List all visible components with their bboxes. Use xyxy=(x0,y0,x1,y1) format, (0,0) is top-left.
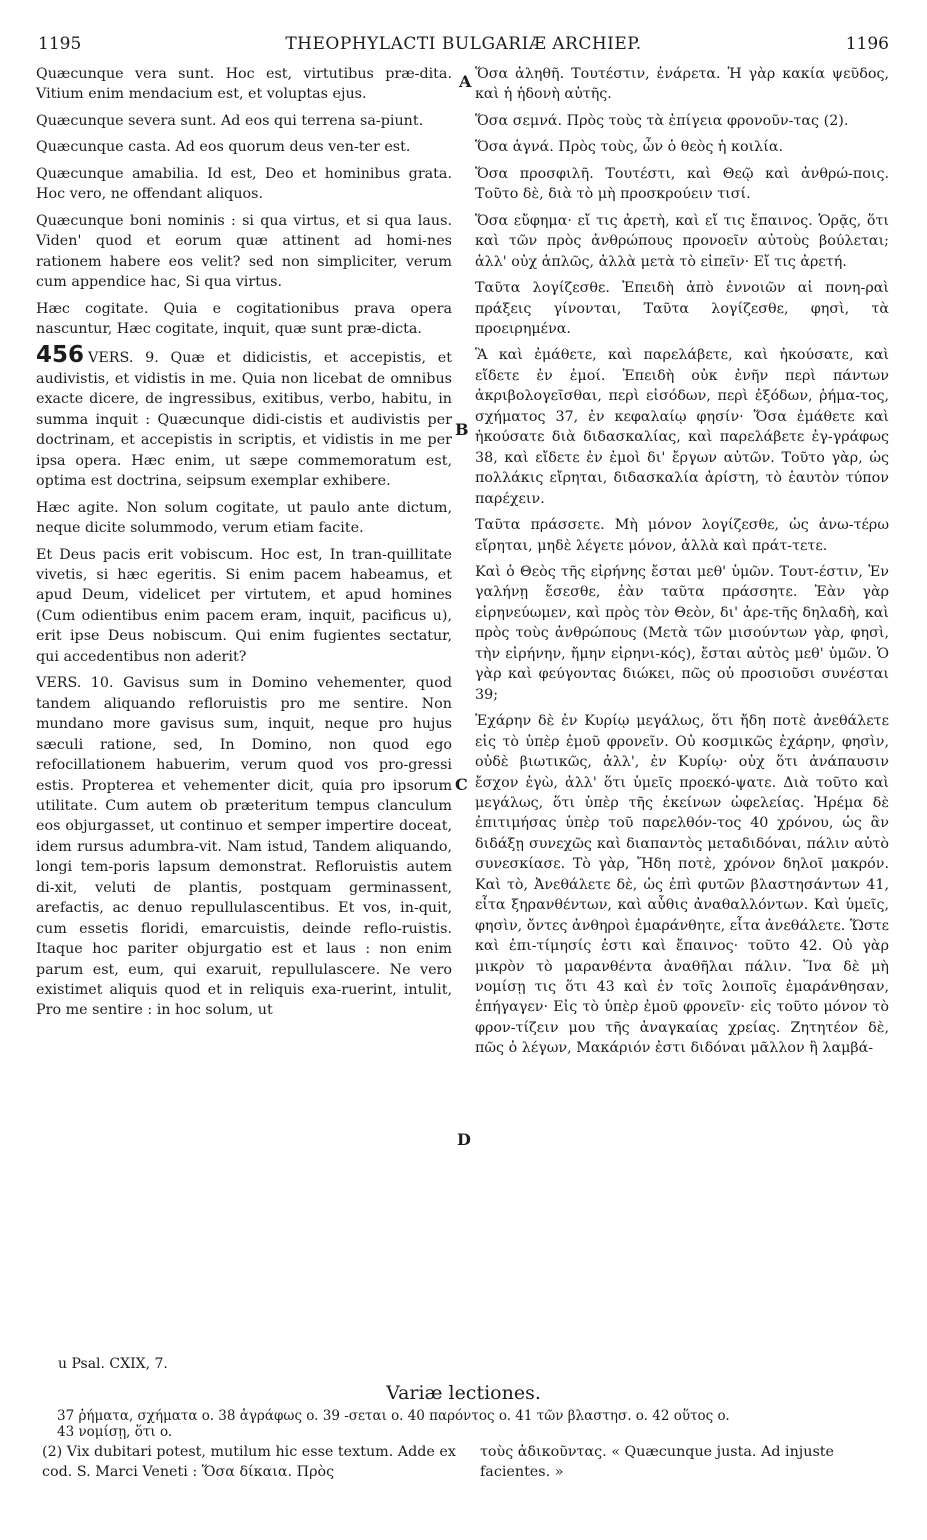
variae-lectiones-line: 43 νομίσῃ, ὅτι o. xyxy=(57,1424,173,1440)
greek-paragraph: Ὅσα προσφιλῆ. Τουτέστι, καὶ Θεῷ καὶ ἀνθρώ-ποις. Τοῦτο δὲ, διὰ τὸ μὴ προσκρούειν τισί. xyxy=(475,165,889,203)
latin-paragraph: Hæc agite. Non solum cogitate, ut paulo ante dictum, neque dicite solummodo, verum etiam facite. xyxy=(36,499,452,537)
greek-paragraph: Ταῦτα λογίζεσθε. Ἐπειδὴ ἀπὸ ἐννοιῶν αἱ πονη-ραὶ πράξεις γίνονται, Ταῦτα λογίζεσθε, φησὶ, τὰ προειρημένα. xyxy=(475,280,889,337)
page-number-left: 1195 xyxy=(38,34,82,54)
editor-note-left: (2) Vix dubitari potest, mutilum hic esse textum. Adde ex cod. S. Marci Veneti : Ὅσα δίκαια. Πρὸς xyxy=(42,1444,456,1480)
latin-paragraph: Et Deus pacis erit vobiscum. Hoc est, In tran-quillitate vivetis, si hæc egeritis. Si enim pacem habeamus, et apud Deum, videlicet per virtutem, et apud homines (Cum odientibus enim pacem eram, inquit, pacificus u), erit ipse Deus nobiscum. Qui enim fugientes sectatur, qui accedentibus non aderit? xyxy=(36,546,452,665)
variae-lectiones-title: Variæ lectiones. xyxy=(386,1382,541,1404)
greek-paragraph: Ὅσα εὔφημα· εἴ τις ἀρετὴ, καὶ εἴ τις ἔπαινος. Ὁρᾷς, ὅτι καὶ τῶν πρὸς ἀνθρώπους προνοεῖν αὐτοὺς βούλεται; ἀλλ' οὐχ ἁπλῶς, ἀλλὰ μετὰ τὸ εἰπεῖν· Εἴ τις ἀρετή. xyxy=(475,212,889,270)
latin-paragraph-vers9 xyxy=(36,342,452,491)
latin-paragraph: Quæcunque amabilia. Id est, Deo et hominibus grata. Hoc vero, ne offendant aliquos. xyxy=(36,165,452,203)
greek-paragraph: Ὅσα ἀληθῆ. Τουτέστιν, ἐνάρετα. Ἡ γὰρ κακία ψεῦδος, καὶ ἡ ἡδονὴ αὐτῆς. xyxy=(475,66,889,103)
greek-paragraph: Ἃ καὶ ἐμάθετε, καὶ παρελάβετε, καὶ ἠκούσατε, καὶ εἴδετε ἐν ἐμοί. Ἐπειδὴ οὐκ ἐνῆν περὶ πάντων ἀκριβολογεῖσθαι, περὶ εἰσόδων, περὶ ἐξόδων, ῥήμα-τος, σχήματος 37, ἐν κεφαλαίῳ φησίν· Ὅσα ἐμάθετε καὶ ἠκούσατε διὰ διδασκαλίας, καὶ παρελάβετε ἐγ-γράφως 38, καὶ εἴδετε ἐν ἐμοὶ δι' ἔργων αὐτῶν. Τοῦτο γὰρ, ὡς πολλάκις εἴρηται, διδασκαλία ἀρίστη, τὸ ἑαυτὸν τύπον παρέχειν. xyxy=(475,347,889,507)
running-title: THEOPHYLACTI BULGARIÆ ARCHIEP. xyxy=(285,34,642,54)
section-marker-a: A xyxy=(459,72,472,91)
latin-paragraph: Quæcunque boni nominis : si qua virtus, et si qua laus. Viden' quod et eorum quæ attinent ad homi-nes rationem habere eos velit? sed non simpliciter, verum cum appendice hac, Si qua virtus. xyxy=(36,212,452,291)
greek-paragraph: Ἐχάρην δὲ ἐν Κυρίῳ μεγάλως, ὅτι ἤδη ποτὲ ἀνεθάλετε εἰς τὸ ὑπὲρ ἐμοῦ φρονεῖν. Οὐ κοσμικῶς ἐχάρην, φησὶν, οὐδὲ βιωτικῶς, ἀλλ', ἐν Κυρίῳ· οὐχ ὅτι ἀνάπαυσιν ἔσχον ἐγὼ, ἀλλ' ὅτι ὑμεῖς προεκό-ψατε. Διὰ τοῦτο καὶ μεγάλως, ὅτι ὑπὲρ τῆς ἐκείνων ὠφελείας. Ἠρέμα δὲ ἐπιτιμήσας ὑπὲρ τοῦ παρελθόν-τος 40 χρόνου, ὡς ἂν διδάξῃ συνεχῶς καὶ διαπαντὸς μεταδιδόναι, πάλιν αὐτὸ συνεσκίασε. Τὸ γὰρ, Ἤδη ποτὲ, χρόνον δηλοῖ μακρόν. Καὶ τὸ, Ἀνεθάλετε δὲ, ὡς ἐπὶ φυτῶν βλαστησάντων 41, εἶτα ξηρανθέντων, καὶ αὖθις ἀναθαλλόντων. Καὶ ὑμεῖς, φησὶν, ὄντες ἀνθηροὶ ἐμαράνθητε, εἶτα ἀνεθάλετε. Ὥστε καὶ ἐπι-τίμησίς ἐστι καὶ ἔπαινος· τοῦτο 42. Οὐ γὰρ μικρὸν τὸ μαρανθέντα ἀναθῆλαι πάλιν. Ἵνα δὲ μὴ νομίσῃ τις ὅτι 43 καὶ ἐν τοῖς λοιποῖς ἐμαράνθησαν, ἐπήγαγεν· Εἰς τὸ ὑπὲρ ἐμοῦ φρονεῖν· εἰς τοῦτο μόνον τὸ φρον-τίζειν μου τῆς ἀναγκαίας χρείας. Ζητητέον δὲ, πῶς ὁ λέγων, Μακάριόν ἐστι διδόναι μᾶλλον ἢ λαμβά- xyxy=(475,713,889,1057)
variae-lectiones-line: 37 ῥήματα, σχήματα o. 38 ἀγράφως o. 39 -σεται o. 40 παρόντος o. 41 τῶν βλαστησ. o. 42 οὕτος o. xyxy=(57,1408,730,1424)
latin-column xyxy=(36,64,452,1027)
greek-paragraph: Ὅσα σεμνά. Πρὸς τοὺς τὰ ἐπίγεια φρονοῦν-τας (2). xyxy=(475,112,849,129)
section-marker-c: C xyxy=(455,775,468,794)
greek-paragraph: Ταῦτα πράσσετε. Μὴ μόνον λογίζεσθε, ὡς ἀνω-τέρω εἴρηται, μηδὲ λέγετε μόνον, ἀλλὰ καὶ πράτ-τετε. xyxy=(475,517,889,554)
greek-column xyxy=(475,64,889,1065)
greek-paragraph: Καὶ ὁ Θεὸς τῆς εἰρήνης ἔσται μεθ' ὑμῶν. Τουτ-έστιν, Ἐν γαλήνῃ ἔσεσθε, ἐὰν ταῦτα πράσσητε. Ἐὰν γὰρ εἰρηνεύωμεν, καὶ πρὸς τὸν Θεὸν, δι' ἀρε-τῆς δηλαδὴ, καὶ πρὸς τοὺς ἀνθρώπους (Μετὰ τῶν μισούντων γὰρ, φησὶ, τὴν εἰρήνην, ἤμην εἰρηνι-κός), ἔσται αὐτὸς μεθ' ὑμῶν. Ὁ γὰρ καὶ φεύγοντας διώκει, πῶς οὐ προσιοῦσι συνέσται 39; xyxy=(475,563,889,703)
latin-paragraph-text: VERS. 9. Quæ et didicistis, et accepistis, et audivistis, et vidistis in me. Quia non licebat de omnibus exacte dicere, de ingressibus, exitibus, verbo, habitu, in summa inquit : Quæcunque didi-cistis et audivistis per doctrinam, et accepistis in scriptis, et vidistis in me per ipsa opera. Hæc enim, ut sæpe commemoratum est, optima est doctrina, seipsum exemplar exhibere. xyxy=(36,350,452,490)
editor-note-right: τοὺς ἀδικοῦντας. « Quæcunque justa. Ad injuste facientes. » xyxy=(480,1444,834,1480)
latin-paragraph: Quæcunque vera sunt. Hoc est, virtutibus præ-dita. Vitium enim mendacium est, et voluptas ejus. xyxy=(36,66,452,103)
column-number: 456 xyxy=(36,342,85,369)
latin-paragraph: Quæcunque severa sunt. Ad eos qui terrena sa-piunt. xyxy=(36,112,424,129)
section-marker-d: D xyxy=(457,1130,471,1149)
latin-paragraph: Quæcunque casta. Ad eos quorum deus ven-ter est. xyxy=(36,139,411,156)
scripture-footnote: u Psal. CXIX, 7. xyxy=(58,1356,168,1372)
latin-paragraph: Hæc cogitate. Quia e cogitationibus prava opera nascuntur, Hæc cogitate, inquit, quæ sunt præ-dicta. xyxy=(36,300,452,337)
latin-paragraph: VERS. 10. Gavisus sum in Domino vehementer, quod tandem aliquando refloruistis pro me sentire. Non mundano more gavisus sum, inquit, neque pro hujus sæculi ratione, sed, In Domino, non quod ego refocillationem habuerim, verum quod vos pro-gressi estis. Propterea et vehementer dicit, quia pro ipsorum utilitate. Cum autem ob præteritum tempus clanculum eos objurgasset, ut continuo et semper impertire doceat, idem rursus adumbra-vit. Nam istud, Tandem aliquando, longi tem-poris lapsum demonstrat. Refloruistis autem di-xit, veluti de plantis, postquam germinassent, arefactis, ac denuo repullulascentibus. Et vos, in-quit, cum essetis floridi, emarcuistis, deinde reflo-ruistis. Itaque hoc pariter objurgatio est et laus : non enim parum est, eum, qui exaruit, repullulascere. Ne vero existimet aliquis quod et in reliquis exa-ruerint, intulit, Pro me sentire : in hoc solum, ut xyxy=(36,675,452,1019)
section-marker-b: B xyxy=(455,420,469,439)
page-number-right: 1196 xyxy=(845,34,889,54)
greek-paragraph: Ὅσα ἁγνά. Πρὸς τοὺς, ὧν ὁ θεὸς ἡ κοιλία. xyxy=(475,139,784,156)
page-header xyxy=(34,34,893,58)
